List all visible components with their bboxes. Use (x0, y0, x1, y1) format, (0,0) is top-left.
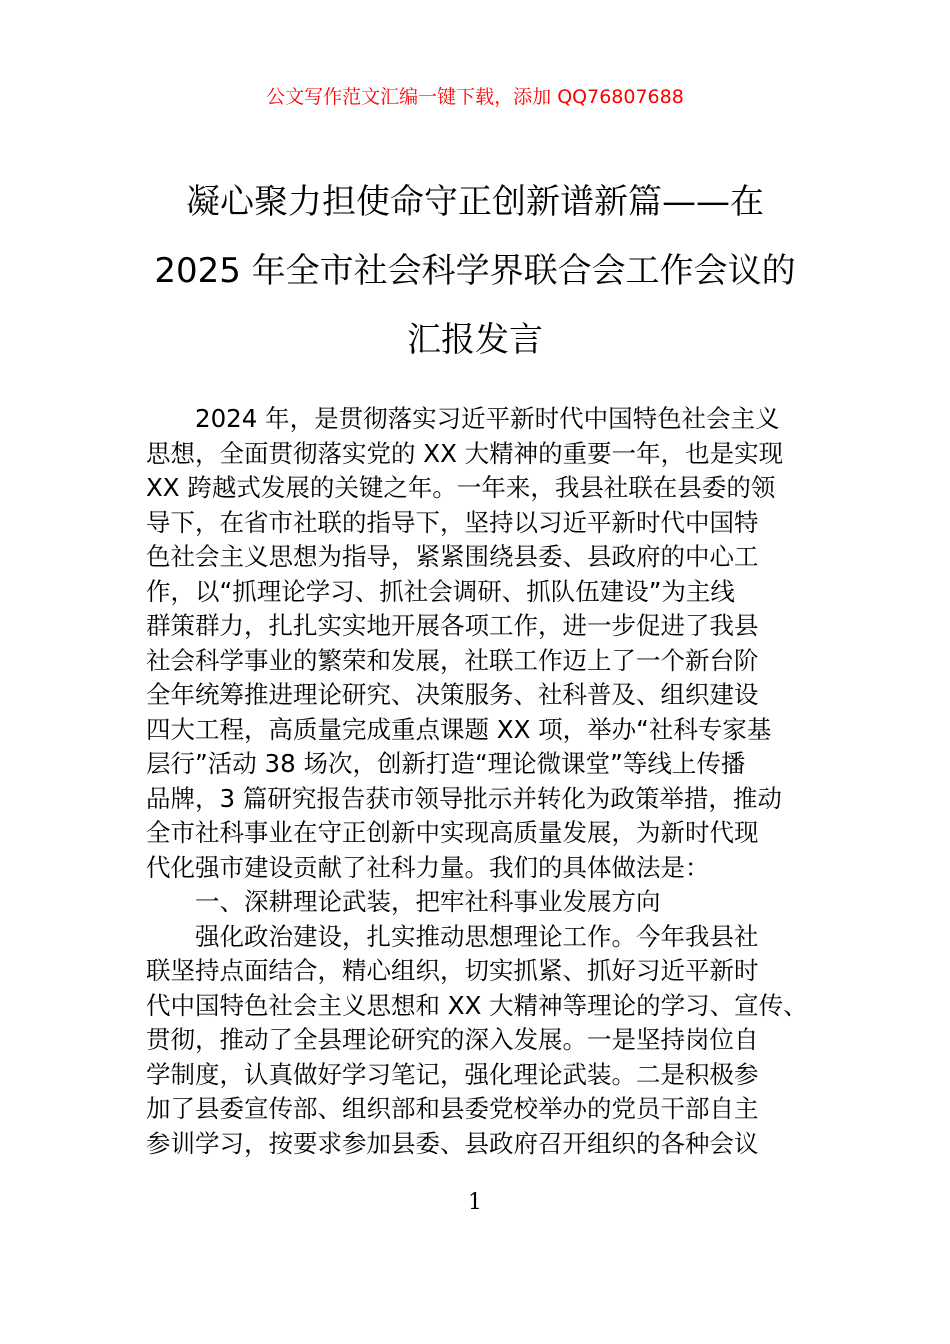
section-heading: 一、深耕理论武装，把牢社科事业发展方向 (195, 887, 661, 916)
paragraph-line: 参训学习，按要求参加县委、县政府召开组织的各种会议 (146, 1128, 759, 1158)
paragraph-line: 2024 年，是贯彻落实习近平新时代中国特色社会主义 (195, 404, 780, 433)
paragraph-line: 代化强市建设贡献了社科力量。我们的具体做法是： (146, 852, 710, 882)
paragraph-line: 思想，全面贯彻落实党的 XX 大精神的重要一年，也是实现 (146, 438, 784, 468)
document-body (146, 402, 810, 1161)
paragraph-line: 全年统筹推进理论研究、决策服务、社科普及、组织建设 (146, 680, 759, 709)
paragraph-line: 联坚持点面结合，精心组织，切实抓紧、抓好习近平新时 (146, 956, 759, 985)
paragraph-line: 四大工程，高质量完成重点课题 XX 项，举办“社科专家基 (146, 714, 772, 744)
paragraph-line: 品牌，3 篇研究报告获市领导批示并转化为政策举措，推动 (146, 783, 782, 813)
paragraph-line: 代中国特色社会主义思想和 XX 大精神等理论的学习、宣传、 (146, 990, 808, 1020)
paragraph-line: 色社会主义思想为指导，紧紧围绕县委、县政府的中心工 (146, 542, 759, 571)
title-line: 凝心聚力担使命守正创新谱新篇——在 (186, 182, 764, 222)
document-title (120, 168, 830, 375)
paragraph-line: 强化政治建设，扎实推动思想理论工作。今年我县社 (195, 921, 759, 951)
header-banner: 公文写作范文汇编一键下载，添加 QQ76807688 (266, 86, 684, 108)
page-number: 1 (468, 1190, 482, 1215)
title-line: 汇报发言 (407, 320, 543, 360)
paragraph-line: 层行”活动 38 场次，创新打造“理论微课堂”等线上传播 (146, 749, 746, 778)
paragraph-line: XX 跨越式发展的关键之年。一年来，我县社联在县委的领 (146, 473, 776, 502)
title-line: 2025 年全市社会科学界联合会工作会议的 (154, 251, 796, 291)
paragraph-line: 群策群力，扎扎实实地开展各项工作，进一步促进了我县 (146, 611, 759, 640)
paragraph-line: 学制度，认真做好学习笔记，强化理论武装。二是积极参 (146, 1059, 759, 1089)
paragraph-line: 作，以“抓理论学习、抓社会调研、抓队伍建设”为主线 (146, 576, 735, 606)
paragraph-line: 社会科学事业的繁荣和发展，社联工作迈上了一个新台阶 (146, 645, 759, 675)
paragraph-line: 全市社科事业在守正创新中实现高质量发展，为新时代现 (146, 818, 759, 847)
paragraph-line: 加了县委宣传部、组织部和县委党校举办的党员干部自主 (146, 1094, 759, 1123)
paragraph-line: 导下，在省市社联的指导下，坚持以习近平新时代中国特 (146, 507, 759, 537)
paragraph-line: 贯彻，推动了全县理论研究的深入发展。一是坚持岗位自 (146, 1025, 759, 1054)
